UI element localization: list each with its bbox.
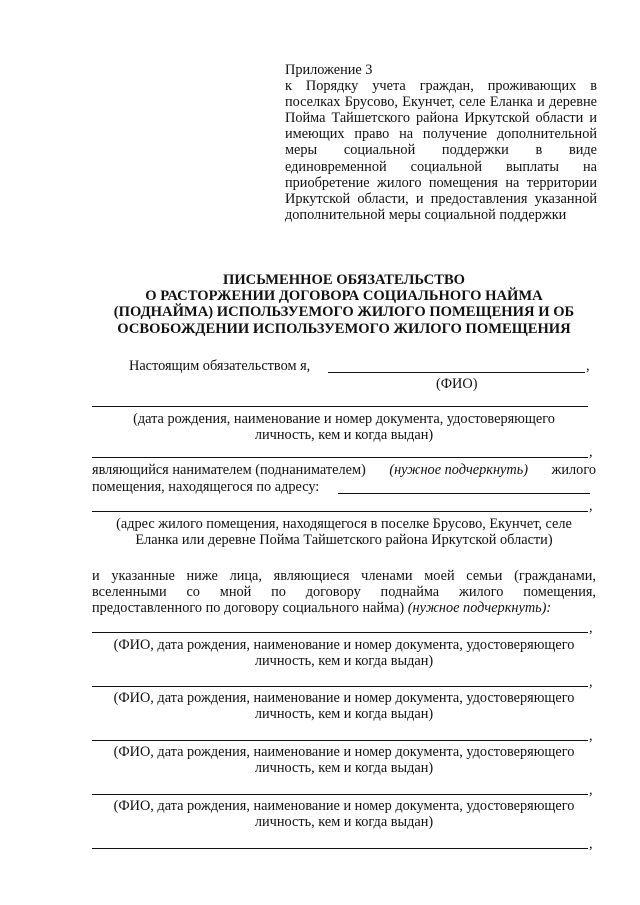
member-hint-1 (90, 637, 598, 669)
family-line-1-text: и указанные ниже лица, являющиеся членами моей семьи (гражданами, (92, 568, 596, 584)
member-hint-3 (90, 744, 598, 776)
address-hint-line-2: Еланка или деревне Пойма Тайшетского района Иркутской области) (135, 532, 553, 549)
member-hint-4 (90, 798, 598, 830)
family-line-2-text: вселенными со мной по договору поднайма жилого помещения, (92, 584, 596, 601)
comma: , (589, 674, 593, 690)
address-hint-line-1: (адрес жилого помещения, находящегося в поселке Брусово, Екунчет, селе (116, 516, 572, 532)
member-hint-line-1: (ФИО, дата рождения, наименование и номер документа, удостоверяющего (113, 798, 575, 814)
member-field-5[interactable] (92, 848, 588, 849)
appendix-heading: Приложение 3 (285, 62, 373, 78)
address-hint (90, 516, 598, 548)
comma: , (589, 498, 593, 514)
document-title (90, 272, 598, 337)
comma: , (589, 444, 593, 460)
title-line-1: ПИСЬМЕННОЕ ОБЯЗАТЕЛЬСТВО (222, 272, 466, 288)
family-line-3-text: предоставленного по договору социального найма) (92, 600, 405, 617)
intro-text: Настоящим обязательством я, (129, 358, 311, 374)
member-hint-line-1: (ФИО, дата рождения, наименование и номер документа, удостоверяющего (113, 690, 575, 706)
tenant-tail: жилого (551, 462, 596, 478)
member-field-2[interactable] (92, 686, 588, 687)
appendix-block (285, 62, 597, 223)
family-paragraph (92, 568, 596, 617)
member-hint-line-1: (ФИО, дата рождения, наименование и номер документа, удостоверяющего (113, 637, 575, 653)
birth-data-hint (90, 411, 598, 443)
member-hint-line-2: личность, кем и когда выдан) (254, 814, 434, 831)
family-emphasis: (нужное подчеркнуть): (407, 600, 552, 617)
family-line-3 (92, 600, 596, 616)
member-hint-line-2: личность, кем и когда выдан) (254, 760, 434, 777)
comma: , (589, 782, 593, 798)
address-field[interactable] (338, 493, 590, 494)
fio-hint: (ФИО) (436, 376, 478, 392)
appendix-body: к Порядку учета граждан, проживающих в поселках Брусово, Екунчет, селе Еланка и деревне Пойма Тайшетского района Иркутской области и имеющих право на получение дополнительной меры социальной поддержки в виде единовременной социальной выплаты на приобретение жилого помещения на территории Иркутской области, и предоставления указанной дополнительной меры социальной поддержки (285, 78, 597, 223)
member-hint-line-1: (ФИО, дата рождения, наименование и номер документа, удостоверяющего (113, 744, 575, 760)
tenant-paragraph (92, 462, 596, 478)
birth-hint-line-2: личность, кем и когда выдан) (254, 427, 434, 444)
comma: , (589, 728, 593, 744)
fio-field[interactable] (328, 372, 585, 373)
comma: , (589, 620, 593, 636)
member-field-1[interactable] (92, 632, 588, 633)
title-line-3: (ПОДНАЙМА) ИСПОЛЬЗУЕМОГО ЖИЛОГО ПОМЕЩЕНИЯ И ОБ (113, 304, 575, 321)
title-line-2: О РАСТОРЖЕНИИ ДОГОВОРА СОЦИАЛЬНОГО НАЙМА (145, 288, 543, 305)
member-hint-2 (90, 690, 598, 722)
member-hint-line-2: личность, кем и когда выдан) (254, 706, 434, 723)
premises-text: помещения, находящегося по адресу: (92, 479, 320, 495)
birth-hint-line-1: (дата рождения, наименование и номер документа, удостоверяющего (133, 411, 555, 427)
comma: , (586, 358, 590, 374)
address-field-2[interactable] (92, 511, 588, 512)
birth-data-field[interactable] (92, 406, 588, 407)
birth-data-field-2[interactable] (92, 457, 588, 458)
member-field-4[interactable] (92, 794, 588, 795)
tenant-emphasis: (нужное подчеркнуть) (389, 462, 528, 478)
comma: , (589, 836, 593, 852)
tenant-text: являющийся нанимателем (поднанимателем) (92, 462, 366, 478)
title-line-4: ОСВОБОЖДЕНИИ ИСПОЛЬЗУЕМОГО ЖИЛОГО ПОМЕЩЕНИЯ (117, 320, 571, 337)
member-field-3[interactable] (92, 740, 588, 741)
member-hint-line-2: личность, кем и когда выдан) (254, 653, 434, 670)
family-line-2 (92, 584, 596, 600)
family-line-1 (92, 568, 596, 584)
